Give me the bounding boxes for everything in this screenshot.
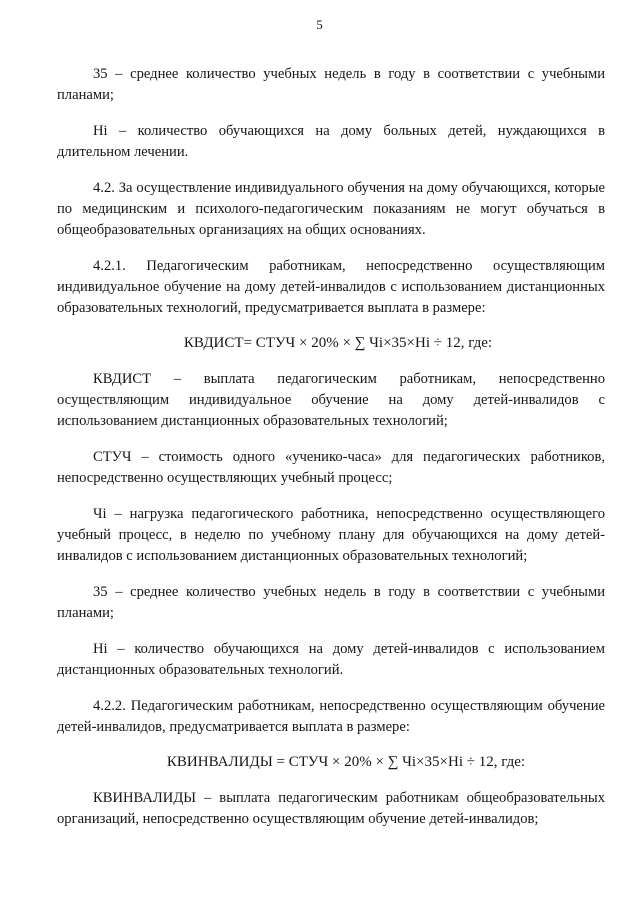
paragraph-sick-children-note: Нi – количество обучающихся на дому больных детей, нуждающихся в длительном лечении. — [57, 123, 605, 160]
section-4-2: 4.2. За осуществление индивидуального обучения на дому обучающихся, которые по медицинским и психолого-педагогическим показаниям не могут обучаться в общеобразовательных организациях на общих основаниях. — [57, 180, 605, 238]
paragraph-weeks-note: 35 – среднее количество учебных недель в году в соответствии с учебными планами; — [57, 66, 605, 103]
page-number: 5 — [316, 17, 323, 32]
formula-kvinvalidy: КВИНВАЛИДЫ = СТУЧ × 20% × ∑ Чi×35×Нi ÷ 12, где: — [166, 754, 526, 770]
section-4-2-1: 4.2.1. Педагогическим работникам, непосредственно осуществляющим индивидуальное обучение на дому детей-инвалидов с использованием дистанционных образовательных технологий, предусматривается выплата в размере: — [57, 258, 605, 316]
definition-kvdist: КВДИСТ – выплата педагогическим работникам, непосредственно осуществляющим индивидуальное обучение на дому детей-инвалидов с использованием дистанционных образовательных технологий; — [57, 371, 605, 429]
document-body — [57, 64, 605, 830]
definition-ni: Нi – количество обучающихся на дому детей-инвалидов с использованием дистанционных образовательных технологий. — [57, 641, 605, 678]
formula-kvdist: КВДИСТ= СТУЧ × 20% × ∑ Чi×35×Нi ÷ 12, где: — [183, 335, 493, 351]
section-4-2-2: 4.2.2. Педагогическим работникам, непосредственно осуществляющим обучение детей-инвалидов, предусматривается выплата в размере: — [57, 698, 605, 735]
definition-stuch: СТУЧ – стоимость одного «ученико-часа» для педагогических работников, непосредственно осуществляющих учебный процесс; — [57, 449, 605, 486]
definition-chi: Чi – нагрузка педагогического работника, непосредственно осуществляющего учебный процесс, в неделю по учебному плану для обучающихся на дому детей-инвалидов с использованием дистанционных образовательных технологий; — [57, 506, 605, 564]
definition-kvinvalidy: КВИНВАЛИДЫ – выплата педагогическим работникам общеобразовательных организаций, непосредственно осуществляющим обучение детей-инвалидов; — [57, 790, 605, 827]
definition-weeks: 35 – среднее количество учебных недель в году в соответствии с учебными планами; — [57, 584, 605, 621]
